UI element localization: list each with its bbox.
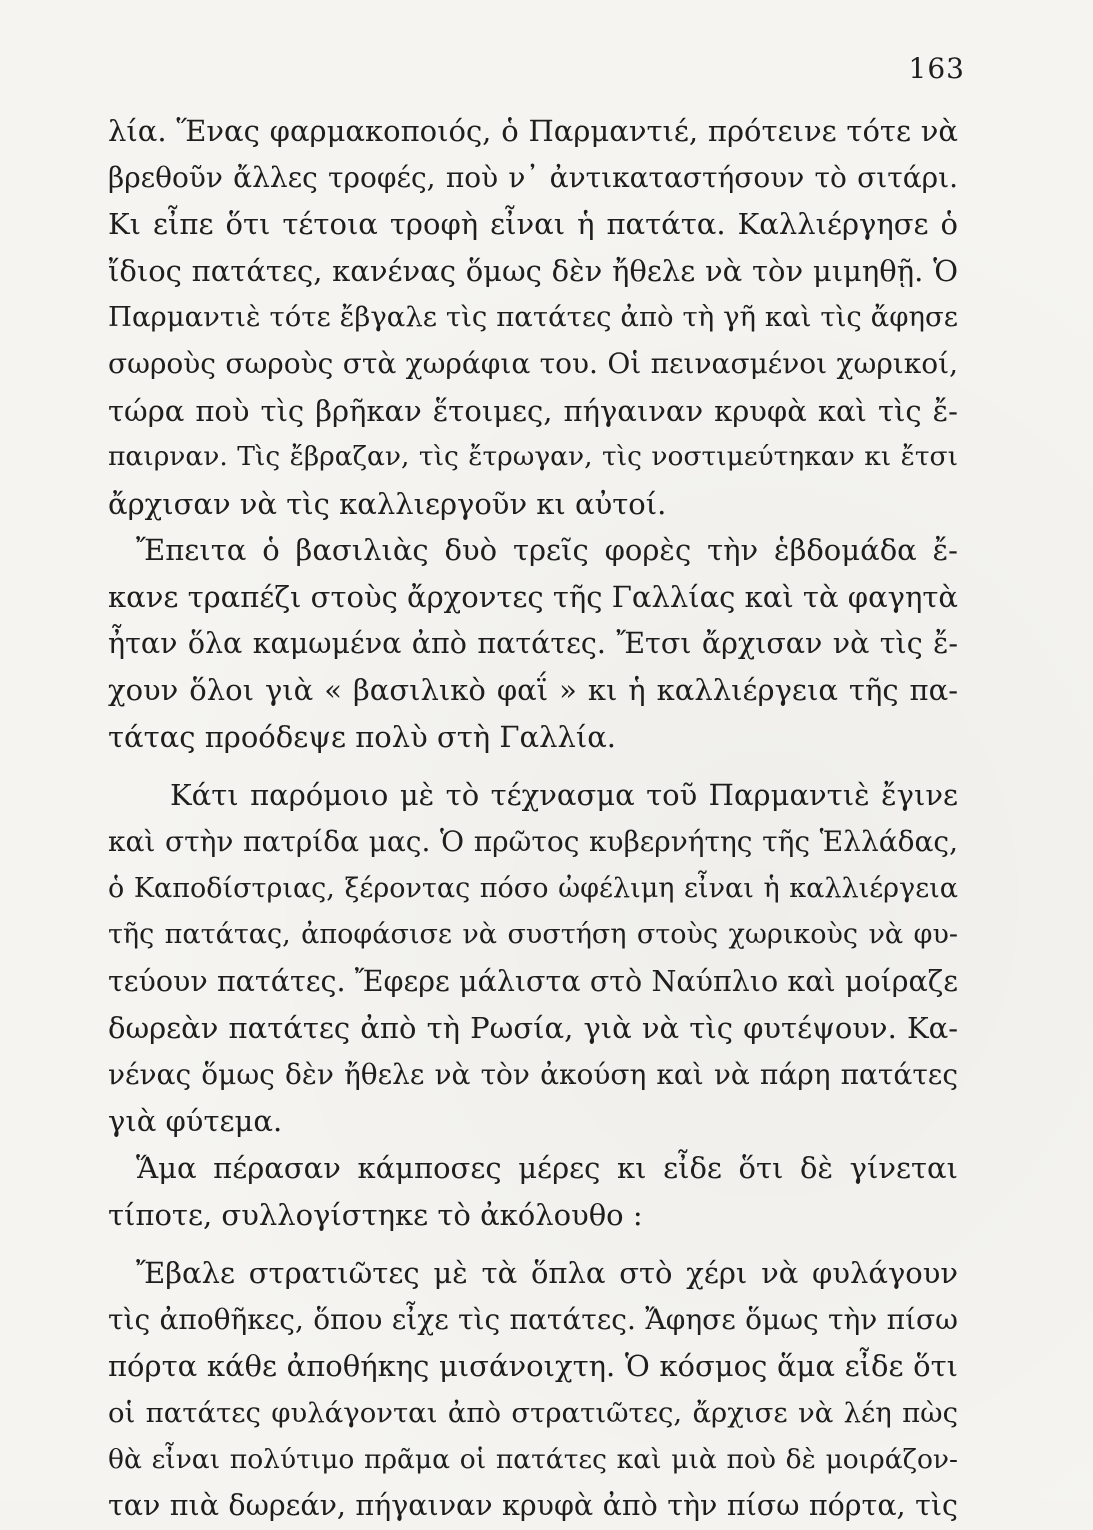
- text-line: τίποτε, συλλογίστηκε τὸ ἀκόλουθο :: [108, 1197, 643, 1232]
- text-line: νένας ὅμως δὲν ἤθελε νὰ τὸν ἀκούση καὶ νὰ πάρη πατάτες: [108, 1057, 958, 1091]
- text-line: ὁ Καποδίστριας, ξέροντας πόσο ὠφέλιμη εἶναι ἡ καλλιέργεια: [108, 872, 958, 904]
- text-line: σωροὺς σωροὺς στὰ χωράφια του. Οἱ πεινασμένοι χωρικοί,: [108, 346, 958, 380]
- text-line: τώρα ποὺ τὶς βρῆκαν ἕτοιμες, πήγαιναν κρυφὰ καὶ τὶς ἔ-: [108, 393, 958, 428]
- paragraph-gap: [108, 760, 958, 772]
- text-line: τὶς ἀποθῆκες, ὅπου εἶχε τὶς πατάτες. Ἄφησε ὅμως τὴν πίσω: [108, 1302, 958, 1336]
- text-line: τῆς πατάτας, ἀποφάσισε νὰ συστήση στοὺς χωρικοὺς νὰ φυ-: [108, 919, 958, 951]
- text-line: ἴδιος πατάτες, κανένας ὅμως δὲν ἤθελε νὰ τὸν μιμηθῇ. Ὁ: [108, 253, 958, 288]
- page-number: 163: [908, 52, 965, 85]
- text-line: Ἔβαλε στρατιῶτες μὲ τὰ ὅπλα στὸ χέρι νὰ φυλάγουν: [136, 1256, 958, 1291]
- text-line: πόρτα κάθε ἀποθήκης μισάνοιχτη. Ὁ κόσμος ἅμα εἶδε ὅτι: [108, 1349, 958, 1384]
- body-text: [108, 108, 958, 1530]
- text-line: Κάτι παρόμοιο μὲ τὸ τέχνασμα τοῦ Παρμαντιὲ ἔγινε: [170, 778, 958, 813]
- text-line: καὶ στὴν πατρίδα μας. Ὁ πρῶτος κυβερνήτης τῆς Ἑλλάδας,: [108, 824, 958, 858]
- text-line: ἄρχισαν νὰ τὶς καλλιεργοῦν κι αὐτοί.: [108, 486, 667, 521]
- text-line: ταν πιὰ δωρεάν, πήγαιναν κρυφὰ ἀπὸ τὴν πίσω πόρτα, τὶς: [108, 1489, 958, 1523]
- text-line: βρεθοῦν ἄλλες τροφές, ποὺ ν᾽ ἀντικαταστήσουν τὸ σιτάρι.: [108, 160, 958, 194]
- text-line: οἱ πατάτες φυλάγονται ἀπὸ στρατιῶτες, ἄρχισε νὰ λέη πὼς: [108, 1397, 958, 1430]
- text-line: γιὰ φύτεμα.: [108, 1104, 283, 1139]
- text-line: τεύουν πατάτες. Ἔφερε μάλιστα στὸ Ναύπλιο καὶ μοίραζε: [108, 964, 958, 998]
- text-line: χουν ὅλοι γιὰ « βασιλικὸ φαΐ » κι ἡ καλλιέργεια τῆς πα-: [108, 673, 958, 708]
- text-line: Ἅμα πέρασαν κάμποσες μέρες κι εἶδε ὅτι δὲ γίνεται: [136, 1151, 958, 1186]
- text-line: λία. Ἕνας φαρμακοποιός, ὁ Παρμαντιέ, πρότεινε τότε νὰ: [108, 114, 958, 148]
- text-line: θὰ εἶναι πολύτιμο πρᾶμα οἱ πατάτες καὶ μιὰ ποὺ δὲ μοιράζον-: [108, 1443, 958, 1475]
- text-line: Ἔπειτα ὁ βασιλιὰς δυὸ τρεῖς φορὲς τὴν ἑβδομάδα ἔ-: [136, 533, 958, 568]
- text-line: παιρναν. Τὶς ἔβραζαν, τὶς ἔτρωγαν, τὶς νοστιμεύτηκαν κι ἔτσι: [108, 441, 958, 473]
- text-line: δωρεὰν πατάτες ἀπὸ τὴ Ρωσία, γιὰ νὰ τὶς φυτέψουν. Κα-: [108, 1011, 958, 1046]
- text-line: Παρμαντιὲ τότε ἔβγαλε τὶς πατάτες ἀπὸ τὴ γῆ καὶ τὶς ἄφησε: [108, 301, 958, 334]
- text-line: Κι εἶπε ὅτι τέτοια τροφὴ εἶναι ἡ πατάτα. Καλλιέργησε ὁ: [108, 207, 958, 242]
- paragraph-gap: [108, 1238, 958, 1250]
- text-line: κανε τραπέζι στοὺς ἄρχοντες τῆς Γαλλίας καὶ τὰ φαγητὰ: [108, 579, 958, 614]
- text-line: ἦταν ὅλα καμωμένα ἀπὸ πατάτες. Ἔτσι ἄρχισαν νὰ τὶς ἔ-: [108, 626, 958, 660]
- text-line: τάτας προόδεψε πολὺ στὴ Γαλλία.: [108, 719, 617, 754]
